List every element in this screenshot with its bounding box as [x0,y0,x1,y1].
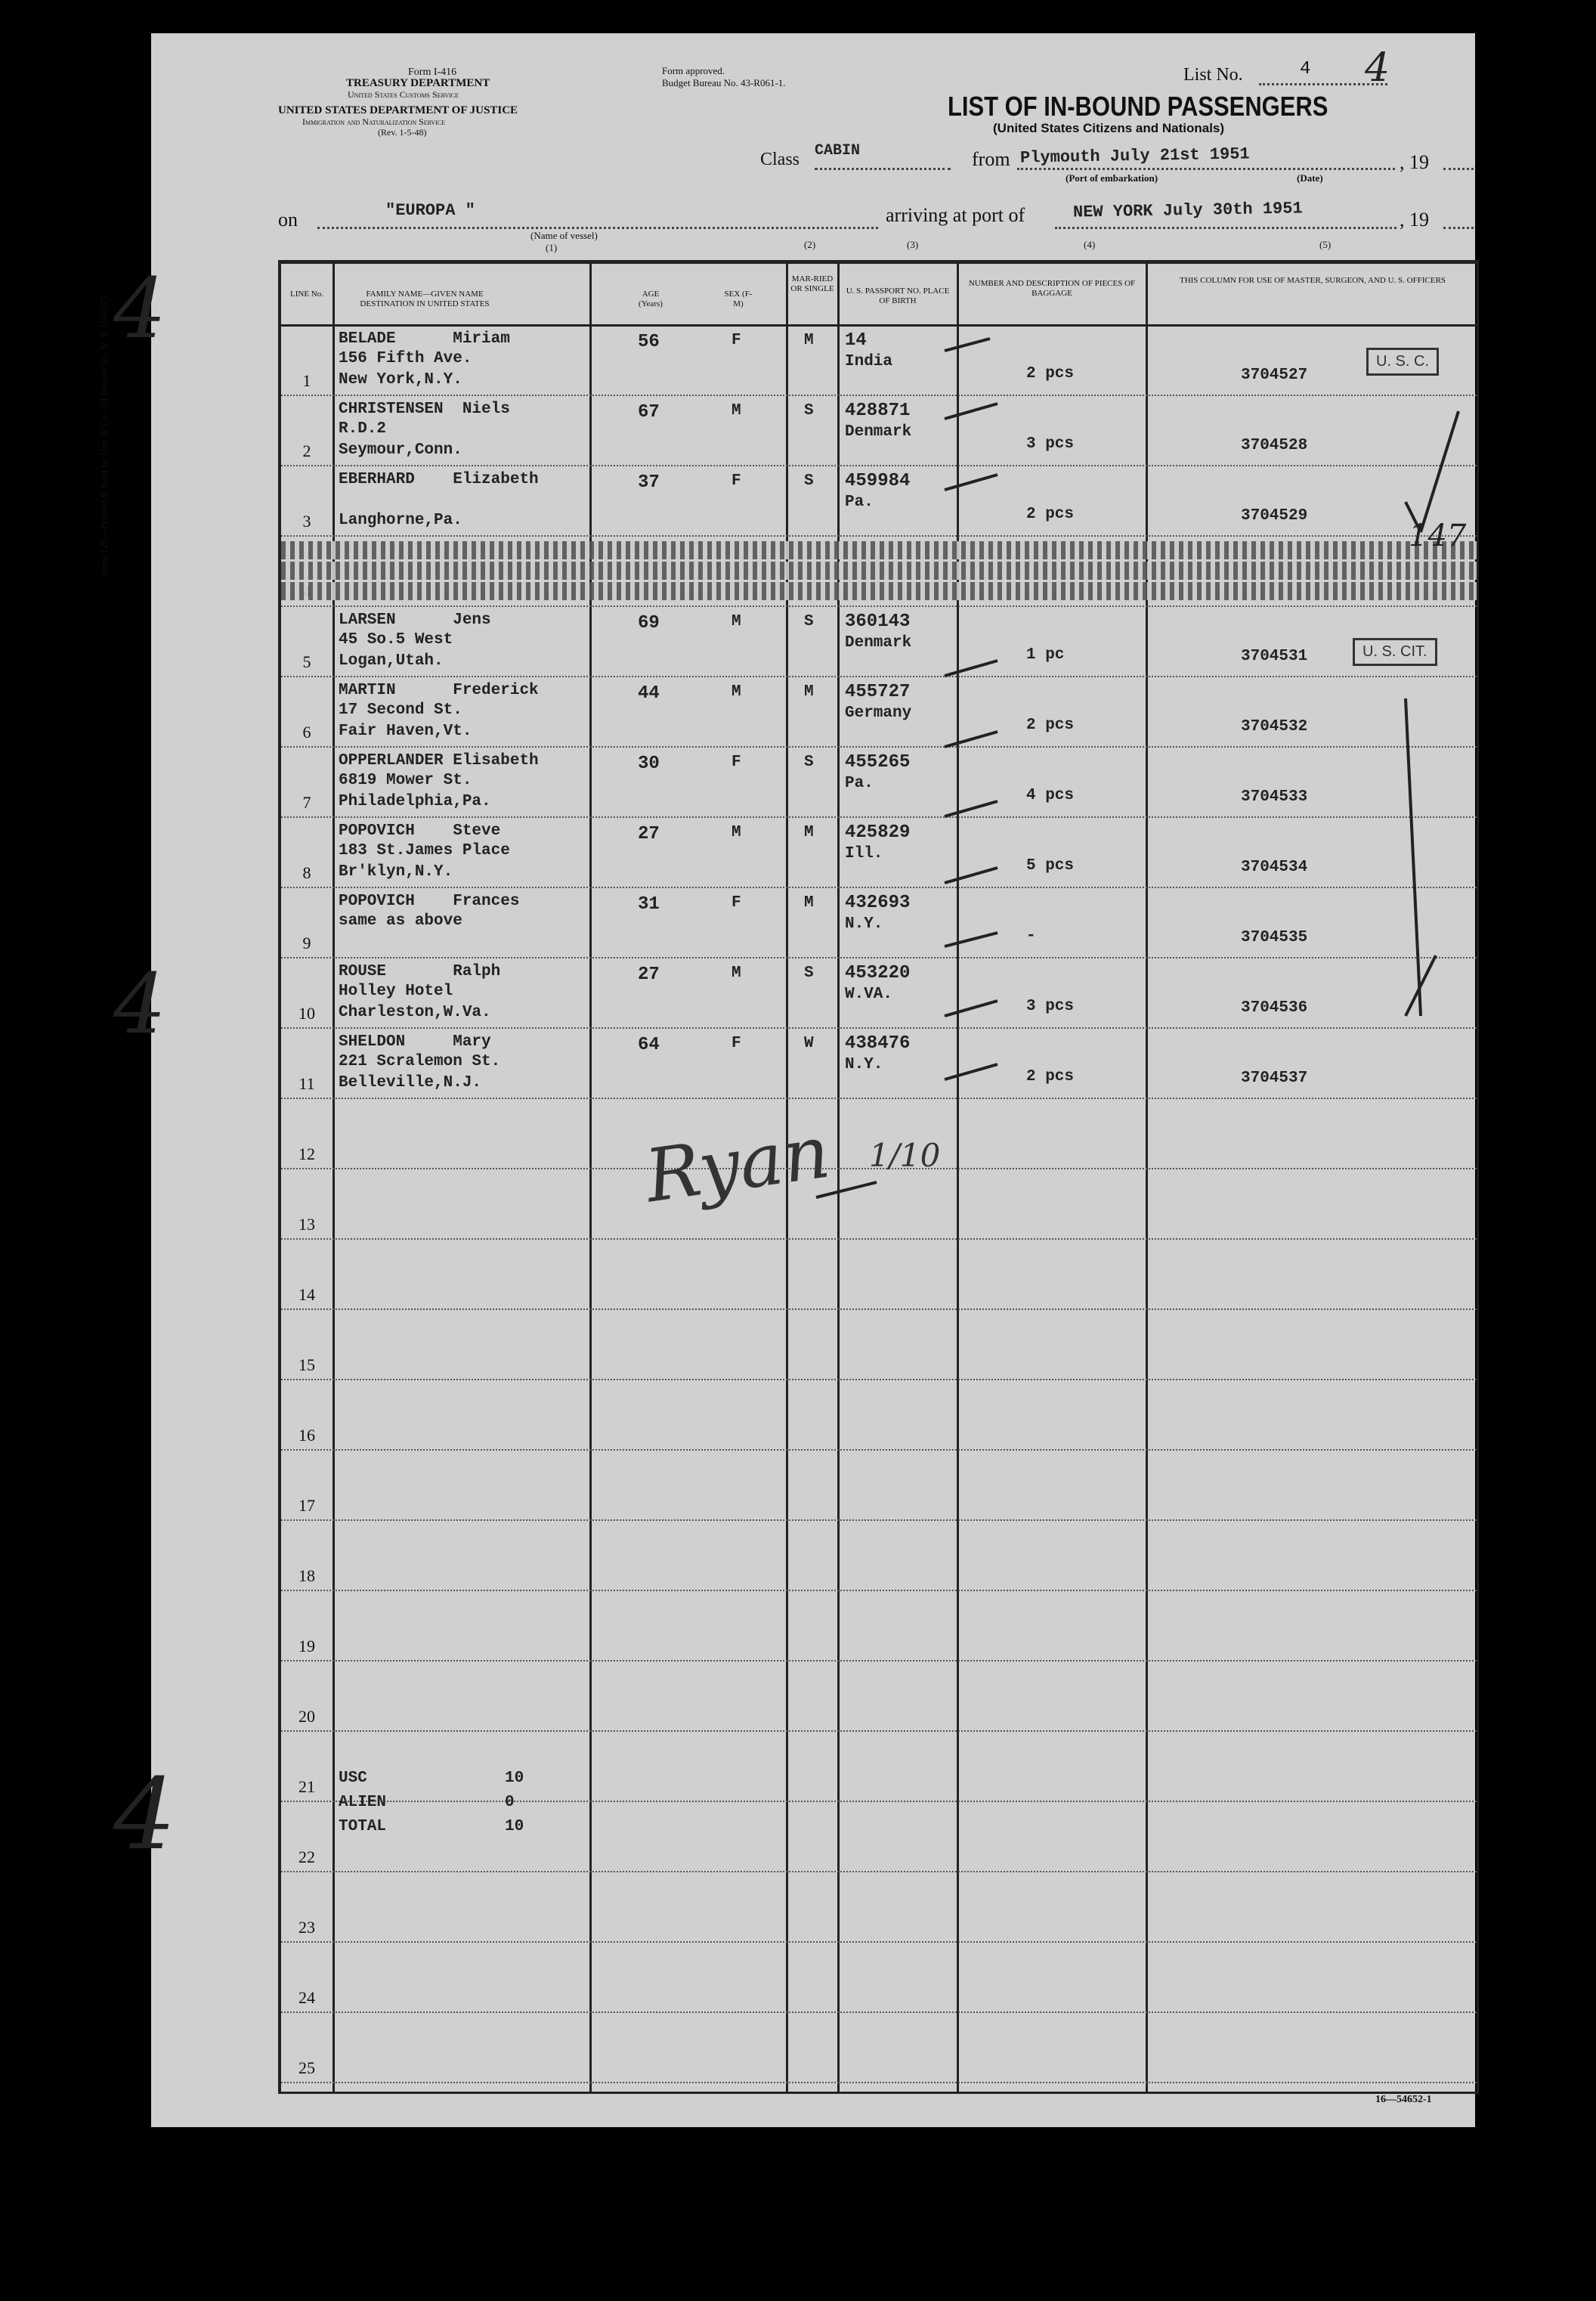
passenger-age: 30 [638,754,660,774]
struck-out-entry [281,562,1477,580]
form-id: Form I-416 [408,67,457,78]
customs-service: United States Customs Service [348,89,459,100]
row-line-number: 5 [302,652,311,671]
budget-bureau: Budget Bureau No. 43-R061-1. [662,77,786,88]
col-num-2: (2) [804,239,816,250]
passenger-sex: F [732,894,741,912]
officer-code: 3704531 [1241,648,1308,665]
place-of-birth: Pa. [845,494,874,511]
summary-usc: 10 [505,1770,524,1787]
passport-number: 360143 [845,612,911,632]
handwritten-147: 147 [1409,519,1467,553]
baggage: 4 pcs [1026,787,1075,804]
col-header-baggage: NUMBER AND DESCRIPTION OF PIECES OF BAGGAGE [968,279,1136,298]
passenger-sex: F [732,1035,741,1052]
summary-total-label: TOTAL [339,1818,387,1835]
officer-code: 3704536 [1241,999,1308,1017]
passenger-name: POPOVICH Steve [339,822,501,840]
place-of-birth: Denmark [845,423,912,441]
row-line-number: 21 [298,1777,315,1796]
passport-number: 459984 [845,471,911,491]
row-line-number: 23 [298,1918,315,1937]
col-header-married: MAR-RIED OR SINGLE [790,274,834,293]
officer-code: 3704534 [1241,859,1308,876]
arriving-label: arriving at port of [886,204,1025,226]
row-line-number: 22 [298,1847,315,1866]
passenger-marital: S [804,472,814,490]
passenger-address: 45 So.5 West [339,631,453,649]
summary-total: 10 [505,1818,524,1835]
row-line-number: 3 [302,512,311,531]
passenger-sex: M [732,402,741,420]
baggage: 2 pcs [1026,717,1075,734]
passenger-name: SHELDON Mary [339,1033,491,1051]
col-header-age: AGE (Years) [639,290,663,308]
place-of-birth: Ill. [845,845,883,862]
form-title: LIST OF IN-BOUND PASSENGERS [948,91,1328,122]
from-label: from [972,148,1010,170]
passenger-marital: M [804,824,814,841]
place-of-birth: Pa. [845,775,874,792]
passenger-age: 27 [638,824,660,844]
margin-mark-4: 4 [113,1757,176,1872]
passenger-marital: S [804,965,814,982]
passenger-name: OPPERLANDER Elisabeth [339,752,539,770]
passenger-age: 69 [638,613,660,633]
summary-alien-label: ALIEN [339,1794,387,1811]
col-num-3: (3) [907,239,919,250]
summary-usc-label: USC [339,1770,367,1787]
passenger-marital: S [804,402,814,420]
passport-number: 425829 [845,822,911,843]
passenger-marital: M [804,894,814,912]
passenger-age: 44 [638,683,660,704]
list-no-label: List No. [1183,65,1243,85]
form-approved: Form approved. [662,65,725,76]
passenger-marital: M [804,683,814,701]
row-line-number: 18 [298,1566,315,1585]
passenger-name: POPOVICH Frances [339,893,520,910]
col-header-name: FAMILY NAME—GIVEN NAME DESTINATION IN UNITED STATES [360,290,490,308]
passenger-name: LARSEN Jens [339,612,491,629]
baggage: 2 pcs [1026,506,1075,523]
officer-code: 3704535 [1241,929,1308,946]
row-line-number: 7 [302,793,311,812]
margin-mark-4: 4 [113,260,166,357]
passenger-marital: S [804,754,814,771]
passenger-destination: Fair Haven,Vt. [339,723,472,740]
officer-code: 3704529 [1241,507,1308,525]
passenger-sex: M [732,613,741,630]
row-line-number: 9 [302,934,311,952]
passenger-address: same as above [339,912,462,930]
col-num-4: (4) [1084,239,1096,250]
passenger-destination: Langhorne,Pa. [339,512,462,529]
immigration-service: Immigration and Naturalization Service [302,116,446,127]
passenger-age: 56 [638,332,660,352]
passenger-address: 156 Fifth Ave. [339,350,472,367]
passenger-table [278,260,1479,2094]
summary-alien: 0 [505,1794,515,1811]
row-line-number: 19 [298,1637,315,1655]
passenger-sex: F [732,754,741,771]
date-label: (Date) [1297,172,1323,184]
passenger-address: 17 Second St. [339,701,462,719]
passenger-marital: W [804,1035,814,1052]
row-line-number: 24 [298,1988,315,2007]
footer-code: 16—54652-1 [1375,2094,1432,2105]
officer-code: 3704532 [1241,718,1308,736]
passenger-destination: Belleville,N.J. [339,1074,482,1092]
revision: (Rev. 1-5-48) [378,127,427,138]
us-citizen-stamp: U. S. C. [1366,348,1439,376]
row-line-number: 16 [298,1426,315,1445]
row-line-number: 8 [302,863,311,882]
passenger-age: 27 [638,965,660,985]
baggage: 2 pcs [1026,365,1075,382]
struck-out-entry [281,582,1477,600]
struck-out-entry [281,541,1477,559]
passenger-address: 183 St.James Place [339,842,510,859]
place-of-birth: India [845,353,893,370]
passenger-age: 37 [638,472,660,493]
passenger-marital: S [804,613,814,630]
passenger-name: MARTIN Frederick [339,682,539,699]
passenger-destination: Seymour,Conn. [339,441,462,459]
vessel-value: "EUROPA " [385,201,475,220]
place-of-birth: Germany [845,705,912,722]
passenger-destination: Br'klyn,N.Y. [339,863,453,881]
row-line-number: 15 [298,1355,315,1374]
officer-code: 3704527 [1241,367,1308,384]
row-line-number: 13 [298,1215,315,1234]
passport-number: 428871 [845,401,911,421]
place-of-birth: N.Y. [845,1056,883,1073]
row-line-number: 14 [298,1285,315,1304]
passenger-sex: M [732,824,741,841]
year-suffix-2: , 19 [1400,209,1429,231]
passport-number: 453220 [845,963,911,983]
passenger-age: 67 [638,402,660,423]
row-line-number: 17 [298,1496,315,1515]
col-num-5: (5) [1319,239,1332,250]
baggage: 1 pc [1026,646,1065,664]
passport-number: 455265 [845,752,911,773]
list-no-value: 4 [1300,59,1311,79]
port-embarkation-label: (Port of embarkation) [1066,172,1158,184]
us-citizen-stamp-2: U. S. CIT. [1353,638,1437,666]
passenger-sex: M [732,683,741,701]
row-line-number: 11 [298,1074,315,1093]
officer-code: 3704528 [1241,437,1308,454]
col-header-passport: U. S. PASSPORT NO. PLACE OF BIRTH [846,286,950,305]
passenger-sex: F [732,472,741,490]
on-label: on [278,209,298,231]
baggage: 2 pcs [1026,1068,1075,1085]
justice-dept: UNITED STATES DEPARTMENT OF JUSTICE [278,104,518,116]
row-line-number: 2 [302,441,311,460]
passenger-age: 64 [638,1035,660,1055]
passenger-sex: F [732,332,741,349]
officer-signature: Ryan [640,1109,835,1219]
passenger-name: EBERHARD Elizabeth [339,471,539,488]
row-line-number: 20 [298,1707,315,1726]
passport-number: 438476 [845,1033,911,1054]
row-line-number: 10 [298,1004,315,1023]
printer-side-text: Form 125—Printed & Sold by Unz & Co., 24 Beaver St., N. Y. U47373 [98,295,110,578]
passenger-destination: Philadelphia,Pa. [339,793,491,810]
passenger-address: R.D.2 [339,420,387,438]
passenger-address: 6819 Mower St. [339,772,472,789]
passport-number: 455727 [845,682,911,702]
form-subtitle: (United States Citizens and Nationals) [993,121,1225,135]
passenger-age: 31 [638,894,660,915]
passenger-address: Holley Hotel [339,983,453,1000]
baggage: 3 pcs [1026,435,1075,453]
arriving-value: NEW YORK July 30th 1951 [1072,199,1303,222]
col-header-sex: SEX (F-M) [724,290,753,308]
vessel-label: (Name of vessel) [530,230,598,241]
year-suffix-1: , 19 [1400,151,1429,173]
passenger-name: CHRISTENSEN Niels [339,401,510,418]
place-of-birth: Denmark [845,634,912,652]
baggage: 3 pcs [1026,998,1075,1015]
passenger-destination: Logan,Utah. [339,652,444,670]
passenger-destination: Charleston,W.Va. [339,1004,491,1021]
officer-code: 3704533 [1241,788,1308,806]
treasury-dept: TREASURY DEPARTMENT [346,77,490,89]
passport-number: 14 [845,330,867,351]
officer-code: 3704537 [1241,1070,1308,1087]
class-label: Class [760,150,800,169]
form-page [98,33,1475,2127]
row-line-number: 6 [302,723,311,742]
passenger-destination: New York,N.Y. [339,371,462,389]
passport-number: 432693 [845,893,911,913]
list-no-handwritten: 4 [1365,45,1390,91]
row-line-number: 25 [298,2058,315,2077]
passenger-sex: M [732,965,741,982]
margin-mark-4: 4 [113,955,166,1052]
from-value: Plymouth July 21st 1951 [1019,144,1250,168]
passenger-name: ROUSE Ralph [339,963,501,980]
col-num-1: (1) [546,242,558,253]
col-header-line: LINE No. [290,290,323,299]
class-value: CABIN [815,142,861,159]
passenger-marital: M [804,332,814,349]
baggage: - [1026,928,1036,945]
row-line-number: 1 [302,371,311,390]
passenger-address: 221 Scralemon St. [339,1053,501,1070]
place-of-birth: N.Y. [845,915,883,933]
baggage: 5 pcs [1026,857,1075,875]
col-header-officers: THIS COLUMN FOR USE OF MASTER, SURGEON, AND U. S. OFFICERS [1179,276,1446,285]
place-of-birth: W.VA. [845,986,893,1003]
passenger-name: BELADE Miriam [339,330,510,348]
row-line-number: 12 [298,1144,315,1163]
officer-initials: 1/10 [869,1137,941,1174]
